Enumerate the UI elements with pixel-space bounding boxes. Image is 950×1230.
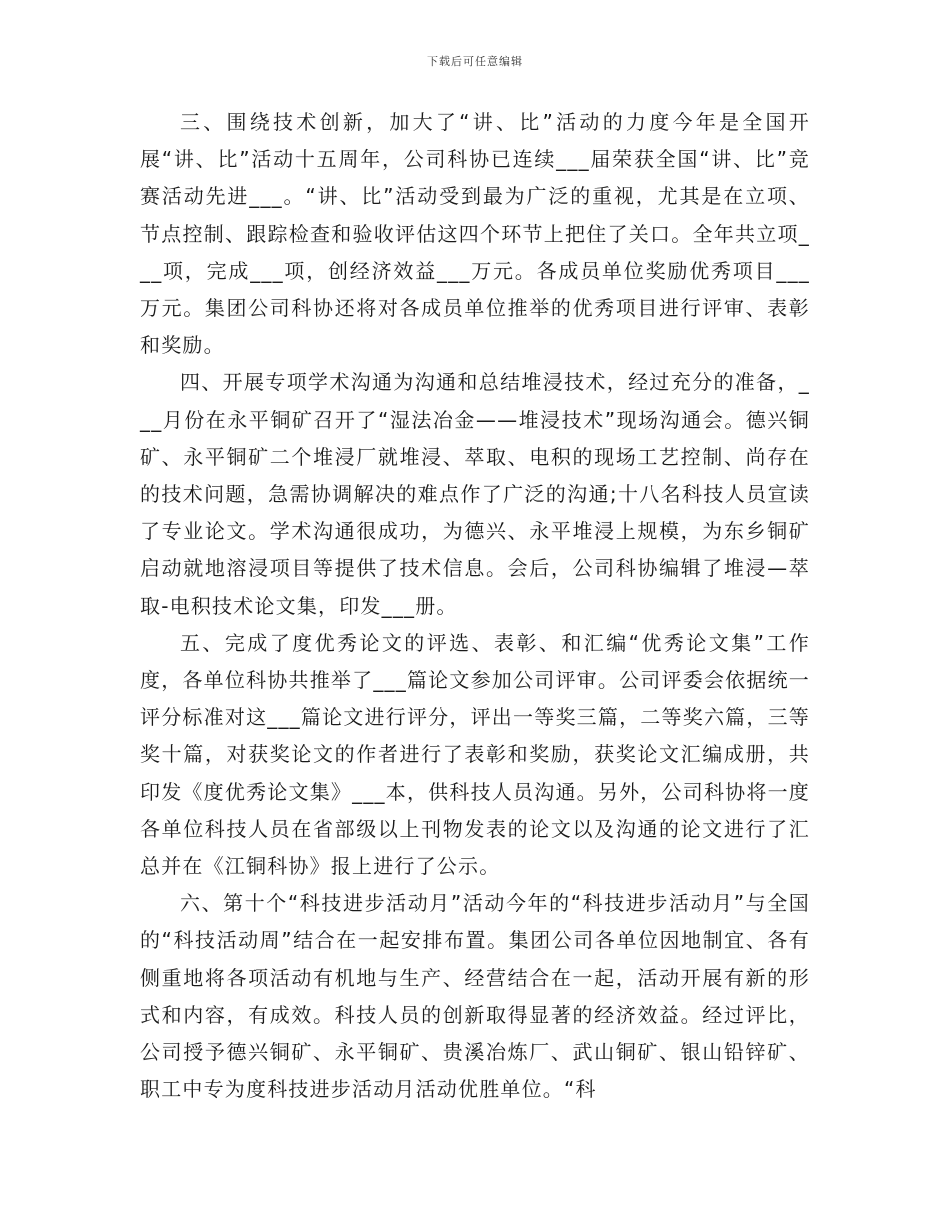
document-body <box>140 104 810 1108</box>
paragraph-section-6: 六、第十个“科技进步活动月”活动今年的“科技进步活动月”与全国的“科技活动周”结合在一起安排布置。集团公司各单位因地制宜、各有侧重地将各项活动有机地与生产、经营结合在一起，活动开展有新的形式和内容，有成效。科技人员的创新取得显著的经济效益。经过评比，公司授予德兴铜矿、永平铜矿、贵溪冶炼厂、武山铜矿、银山铅锌矿、职工中专为度科技进步活动月活动优胜单位。“科 <box>140 891 810 1102</box>
paragraph-section-5: 五、完成了度优秀论文的评选、表彰、和汇编“优秀论文集”工作度，各单位科协共推举了___篇论文参加公司评审。公司评委会依据统一评分标准对这___篇论文进行评分，评出一等奖三篇，二等奖六篇，三等奖十篇，对获奖论文的作者进行了表彰和奖励，获奖论文汇编成册，共印发《度优秀论文集》___本，供科技人员沟通。另外，公司科协将一度各单位科技人员在省部级以上刊物发表的论文以及沟通的论文进行了汇总并在《江铜科协》报上进行了公示。 <box>140 630 810 879</box>
page-header: 下载后可任意编辑 <box>427 55 523 68</box>
paragraph-section-4: 四、开展专项学术沟通为沟通和总结堆浸技术，经过充分的准备，___月份在永平铜矿召开了“湿法冶金——堆浸技术”现场沟通会。德兴铜矿、永平铜矿二个堆浸厂就堆浸、萃取、电积的现场工艺控制、尚存在的技术问题，急需协调解决的难点作了广泛的沟通;十八名科技人员宣读了专业论文。学术沟通很成功，为德兴、永平堆浸上规模，为东乡铜矿启动就地溶浸项目等提供了技术信息。会后，公司科协编辑了堆浸—萃取-电积技术论文集，印发___册。 <box>140 370 810 618</box>
paragraph-section-3: 三、围绕技术创新，加大了“讲、比”活动的力度今年是全国开展“讲、比”活动十五周年，公司科协已连续___届荣获全国“讲、比”竞赛活动先进___。“讲、比”活动受到最为广泛的重视，尤其是在立项、节点控制、跟踪检查和验收评估这四个环节上把住了关口。全年共立项___项，完成___项，创经济效益___万元。各成员单位奖励优秀项目___万元。集团公司科协还将对各成员单位推举的优秀项目进行评审、表彰和奖励。 <box>140 110 810 358</box>
